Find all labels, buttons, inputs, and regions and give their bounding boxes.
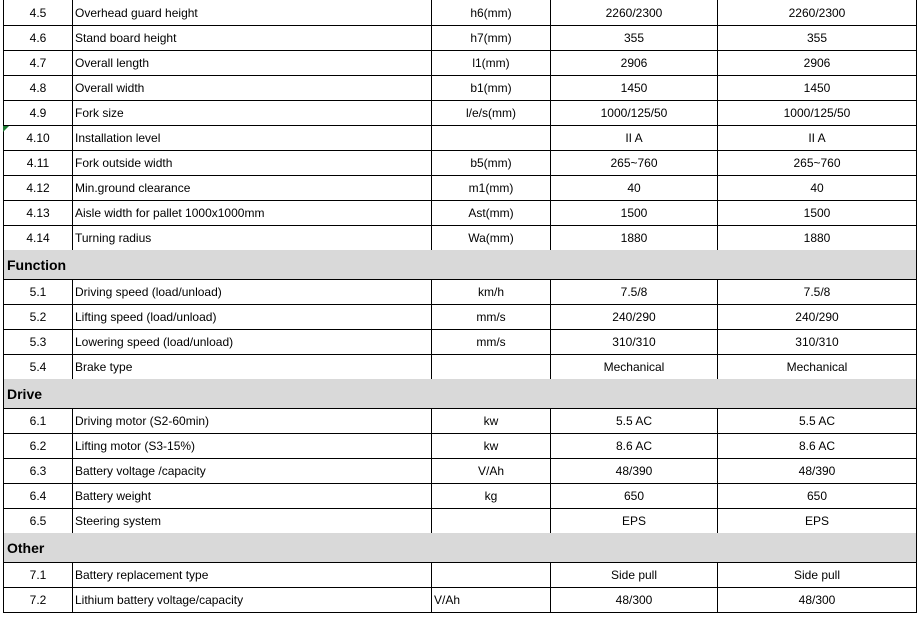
value-model-1-cell[interactable]: 5.5 AC (551, 408, 718, 433)
value-model-2-cell[interactable]: 355 (718, 25, 917, 50)
unit-cell[interactable]: mm/s (432, 304, 551, 329)
item-name-cell[interactable]: Turning radius (73, 225, 432, 250)
row-number-cell[interactable]: 6.3 (3, 458, 73, 483)
value-model-2-cell[interactable]: Mechanical (718, 354, 917, 379)
value-model-1-cell[interactable]: 48/300 (551, 587, 718, 612)
value-model-1-cell[interactable]: 48/390 (551, 458, 718, 483)
unit-cell[interactable] (432, 508, 551, 533)
row-number-cell[interactable]: 5.4 (3, 354, 73, 379)
value-model-2-cell[interactable]: 48/300 (718, 587, 917, 612)
item-name-cell[interactable]: Overall length (73, 50, 432, 75)
row-number-cell[interactable]: 4.7 (3, 50, 73, 75)
item-name-cell[interactable]: Lifting motor (S3-15%) (73, 433, 432, 458)
value-model-1-cell[interactable]: 2906 (551, 50, 718, 75)
value-model-1-cell[interactable]: Mechanical (551, 354, 718, 379)
unit-cell[interactable]: kw (432, 433, 551, 458)
value-model-2-cell[interactable]: 1500 (718, 200, 917, 225)
item-name-cell[interactable]: Fork size (73, 100, 432, 125)
row-number-cell[interactable]: 6.4 (3, 483, 73, 508)
section-header-other[interactable]: Other (3, 533, 917, 562)
value-model-2-cell[interactable]: 265~760 (718, 150, 917, 175)
row-number-cell[interactable]: 4.12 (3, 175, 73, 200)
row-number-cell[interactable]: 7.2 (3, 587, 73, 612)
unit-cell[interactable] (432, 125, 551, 150)
unit-cell[interactable]: m1(mm) (432, 175, 551, 200)
item-name-cell[interactable]: Overall width (73, 75, 432, 100)
value-model-1-cell[interactable]: 1450 (551, 75, 718, 100)
row-number-cell[interactable]: 4.5 (3, 0, 73, 25)
item-name-cell[interactable]: Installation level (73, 125, 432, 150)
value-model-1-cell[interactable]: 310/310 (551, 329, 718, 354)
row-number-cell[interactable]: 4.11 (3, 150, 73, 175)
value-model-2-cell[interactable]: 310/310 (718, 329, 917, 354)
table-row (0, 408, 919, 433)
table-row (0, 175, 919, 200)
table-row (0, 354, 919, 379)
row-number-cell[interactable]: 7.1 (3, 562, 73, 587)
item-name-cell[interactable]: Battery replacement type (73, 562, 432, 587)
cell-comment-marker (3, 126, 9, 132)
row-number-cell[interactable]: 4.8 (3, 75, 73, 100)
table-row (0, 50, 919, 75)
value-model-2-cell[interactable]: 40 (718, 175, 917, 200)
value-model-2-cell[interactable]: 650 (718, 483, 917, 508)
value-model-2-cell[interactable]: 1000/125/50 (718, 100, 917, 125)
unit-cell[interactable]: b1(mm) (432, 75, 551, 100)
value-model-1-cell[interactable]: 650 (551, 483, 718, 508)
value-model-2-cell[interactable]: 2906 (718, 50, 917, 75)
value-model-1-cell[interactable]: 7.5/8 (551, 279, 718, 304)
item-name-cell[interactable]: Fork outside width (73, 150, 432, 175)
value-model-1-cell[interactable]: Side pull (551, 562, 718, 587)
unit-cell[interactable]: h6(mm) (432, 0, 551, 25)
grid-line (3, 612, 917, 613)
value-model-1-cell[interactable]: 1000/125/50 (551, 100, 718, 125)
table-row (0, 125, 919, 150)
unit-cell[interactable]: V/Ah (432, 587, 551, 612)
row-number-cell[interactable]: 4.14 (3, 225, 73, 250)
item-name-cell[interactable]: Driving motor (S2-60min) (73, 408, 432, 433)
unit-cell[interactable]: h7(mm) (432, 25, 551, 50)
row-number-cell[interactable]: 4.10 (3, 125, 73, 150)
value-model-2-cell[interactable]: 1880 (718, 225, 917, 250)
row-number-cell[interactable]: 5.2 (3, 304, 73, 329)
item-name-cell[interactable]: Lithium battery voltage/capacity (73, 587, 432, 612)
value-model-1-cell[interactable]: 40 (551, 175, 718, 200)
table-row (0, 75, 919, 100)
row-number-cell[interactable]: 4.13 (3, 200, 73, 225)
table-row (0, 433, 919, 458)
item-name-cell[interactable]: Stand board height (73, 25, 432, 50)
section-header-function[interactable]: Function (3, 250, 917, 279)
unit-cell[interactable] (432, 354, 551, 379)
item-name-cell[interactable]: Driving speed (load/unload) (73, 279, 432, 304)
unit-cell[interactable]: Wa(mm) (432, 225, 551, 250)
value-model-1-cell[interactable]: 2260/2300 (551, 0, 718, 25)
row-number-cell[interactable]: 5.1 (3, 279, 73, 304)
value-model-1-cell[interactable]: 355 (551, 25, 718, 50)
value-model-1-cell[interactable]: II A (551, 125, 718, 150)
row-number-cell[interactable]: 5.3 (3, 329, 73, 354)
unit-cell[interactable]: l1(mm) (432, 50, 551, 75)
item-name-cell[interactable]: Lifting speed (load/unload) (73, 304, 432, 329)
item-name-cell[interactable]: Steering system (73, 508, 432, 533)
table-row (0, 304, 919, 329)
table-row (0, 150, 919, 175)
item-name-cell[interactable]: Lowering speed (load/unload) (73, 329, 432, 354)
item-name-cell[interactable]: Aisle width for pallet 1000x1000mm (73, 200, 432, 225)
item-name-cell[interactable]: Overhead guard height (73, 0, 432, 25)
value-model-2-cell[interactable]: 8.6 AC (718, 433, 917, 458)
row-number-cell[interactable]: 6.5 (3, 508, 73, 533)
table-row (0, 200, 919, 225)
table-row (0, 587, 919, 612)
table-row (0, 458, 919, 483)
value-model-2-cell[interactable]: 1450 (718, 75, 917, 100)
value-model-2-cell[interactable]: 240/290 (718, 304, 917, 329)
unit-cell[interactable]: l/e/s(mm) (432, 100, 551, 125)
table-row (0, 0, 919, 25)
row-number-cell[interactable]: 6.1 (3, 408, 73, 433)
value-model-2-cell[interactable]: 48/390 (718, 458, 917, 483)
section-header-drive[interactable]: Drive (3, 379, 917, 408)
value-model-2-cell[interactable]: EPS (718, 508, 917, 533)
unit-cell[interactable]: V/Ah (432, 458, 551, 483)
value-model-2-cell[interactable]: 7.5/8 (718, 279, 917, 304)
value-model-2-cell[interactable]: 5.5 AC (718, 408, 917, 433)
unit-cell[interactable]: Ast(mm) (432, 200, 551, 225)
value-model-1-cell[interactable]: EPS (551, 508, 718, 533)
unit-cell[interactable]: kw (432, 408, 551, 433)
item-name-cell[interactable]: Battery weight (73, 483, 432, 508)
value-model-2-cell[interactable]: II A (718, 125, 917, 150)
table-row (0, 508, 919, 533)
table-row (0, 100, 919, 125)
value-model-2-cell[interactable]: Side pull (718, 562, 917, 587)
table-row (0, 562, 919, 587)
table-row (0, 483, 919, 508)
value-model-2-cell[interactable]: 2260/2300 (718, 0, 917, 25)
table-row (0, 279, 919, 304)
table-row (0, 225, 919, 250)
item-name-cell[interactable]: Brake type (73, 354, 432, 379)
value-model-1-cell[interactable]: 1880 (551, 225, 718, 250)
unit-cell[interactable]: mm/s (432, 329, 551, 354)
row-number-cell[interactable]: 4.6 (3, 25, 73, 50)
row-number-cell[interactable]: 6.2 (3, 433, 73, 458)
table-row (0, 25, 919, 50)
item-name-cell[interactable]: Min.ground clearance (73, 175, 432, 200)
value-model-1-cell[interactable]: 8.6 AC (551, 433, 718, 458)
item-name-cell[interactable]: Battery voltage /capacity (73, 458, 432, 483)
unit-cell[interactable] (432, 562, 551, 587)
table-row (0, 329, 919, 354)
unit-cell[interactable]: km/h (432, 279, 551, 304)
value-model-1-cell[interactable]: 1500 (551, 200, 718, 225)
value-model-1-cell[interactable]: 265~760 (551, 150, 718, 175)
unit-cell[interactable]: kg (432, 483, 551, 508)
unit-cell[interactable]: b5(mm) (432, 150, 551, 175)
row-number-cell[interactable]: 4.9 (3, 100, 73, 125)
value-model-1-cell[interactable]: 240/290 (551, 304, 718, 329)
